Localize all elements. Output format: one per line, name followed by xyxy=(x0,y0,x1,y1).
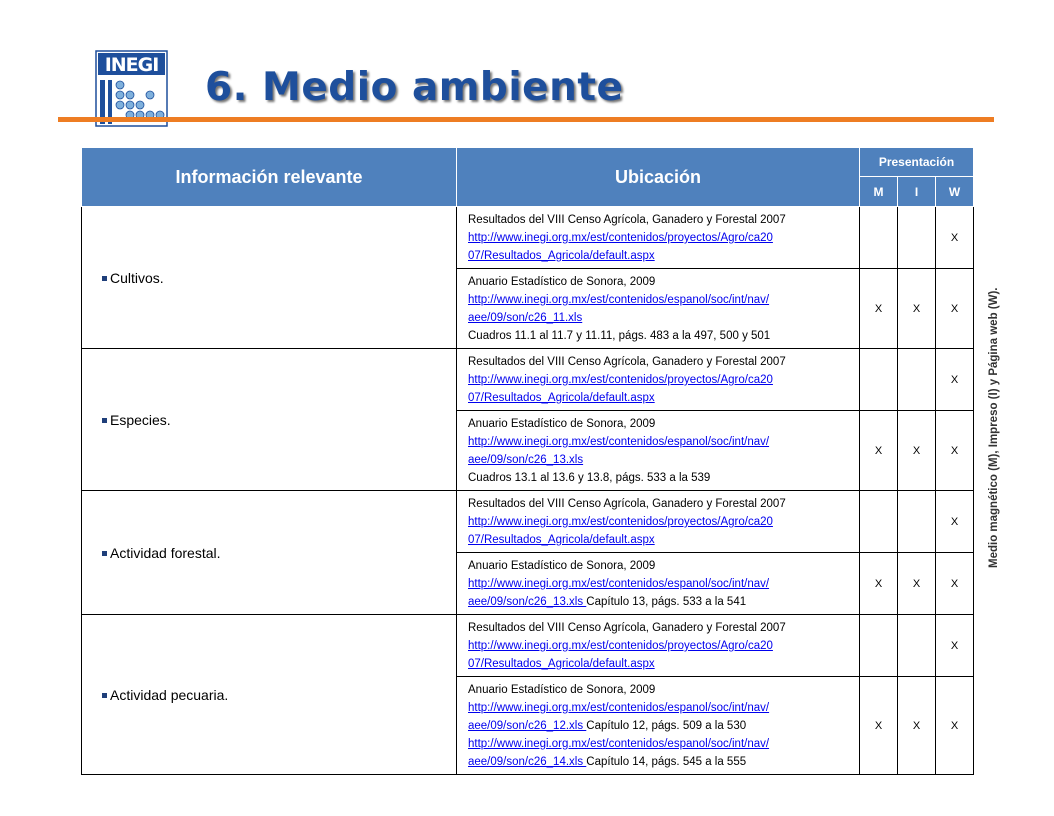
table-row xyxy=(82,207,974,269)
presentation-m-cell: X xyxy=(860,677,898,775)
source-link[interactable]: aee/09/son/c26_13.xls xyxy=(468,596,587,608)
presentation-w-cell: X xyxy=(936,615,974,677)
location-line: Anuario Estadístico de Sonora, 2009 xyxy=(468,560,656,572)
title-rule xyxy=(58,117,994,122)
presentation-m-cell xyxy=(860,491,898,553)
header-i: I xyxy=(898,177,936,207)
presentation-i-cell xyxy=(898,207,936,269)
location-line xyxy=(468,291,853,309)
location-line xyxy=(468,309,853,327)
header-m: M xyxy=(860,177,898,207)
header-w: W xyxy=(936,177,974,207)
location-line xyxy=(468,531,853,549)
location-line xyxy=(468,451,853,469)
source-link[interactable]: http://www.inegi.org.mx/est/contenidos/proyectos/Agro/ca20 xyxy=(468,374,773,386)
bullet-icon xyxy=(102,693,107,698)
source-link[interactable]: http://www.inegi.org.mx/est/contenidos/espanol/soc/int/nav/ xyxy=(468,702,770,714)
location-line xyxy=(468,699,853,717)
presentation-w-cell: X xyxy=(936,207,974,269)
presentation-w-cell: X xyxy=(936,677,974,775)
location-cell xyxy=(457,269,860,349)
location-line xyxy=(468,513,853,531)
info-table xyxy=(81,147,974,775)
bullet-icon xyxy=(102,276,107,281)
presentation-m-cell: X xyxy=(860,411,898,491)
header-info: Información relevante xyxy=(82,148,457,207)
location-line xyxy=(468,433,853,451)
location-cell xyxy=(457,491,860,553)
presentation-w-cell: X xyxy=(936,491,974,553)
presentation-w-cell: X xyxy=(936,411,974,491)
presentation-i-cell: X xyxy=(898,553,936,615)
table-row xyxy=(82,615,974,677)
source-reference: Capítulo 13, págs. 533 a la 541 xyxy=(586,596,747,608)
category-label: Cultivos. xyxy=(110,269,164,286)
category-label: Especies. xyxy=(110,411,171,428)
presentation-m-cell xyxy=(860,207,898,269)
location-line xyxy=(468,637,853,655)
presentation-w-cell: X xyxy=(936,269,974,349)
location-cell xyxy=(457,615,860,677)
location-line xyxy=(468,575,853,593)
location-line xyxy=(468,371,853,389)
source-reference: Capítulo 12, págs. 509 a la 530 xyxy=(586,720,747,732)
source-reference: Capítulo 14, págs. 545 a la 555 xyxy=(586,756,747,768)
presentation-m-cell xyxy=(860,349,898,411)
category-cell xyxy=(82,615,457,775)
location-line: Resultados del VIII Censo Agrícola, Ganadero y Forestal 2007 xyxy=(468,214,786,226)
location-line: Anuario Estadístico de Sonora, 2009 xyxy=(468,276,656,288)
presentation-i-cell xyxy=(898,349,936,411)
source-link[interactable]: 07/Resultados_Agricola/default.aspx xyxy=(468,534,655,546)
source-link[interactable]: 07/Resultados_Agricola/default.aspx xyxy=(468,250,655,262)
location-line xyxy=(468,655,853,673)
source-link[interactable]: aee/09/son/c26_13.xls xyxy=(468,454,584,466)
page-title: 6. Medio ambiente xyxy=(205,65,624,110)
category-label: Actividad forestal. xyxy=(110,544,221,561)
header-ubicacion: Ubicación xyxy=(457,148,860,207)
source-link[interactable]: http://www.inegi.org.mx/est/contenidos/espanol/soc/int/nav/ xyxy=(468,738,770,750)
location-line xyxy=(468,389,853,407)
source-link[interactable]: aee/09/son/c26_14.xls xyxy=(468,756,587,768)
location-line: Resultados del VIII Censo Agrícola, Ganadero y Forestal 2007 xyxy=(468,498,786,510)
location-line: Resultados del VIII Censo Agrícola, Ganadero y Forestal 2007 xyxy=(468,356,786,368)
presentation-m-cell xyxy=(860,615,898,677)
location-cell xyxy=(457,349,860,411)
location-cell xyxy=(457,207,860,269)
presentation-w-cell: X xyxy=(936,553,974,615)
category-cell xyxy=(82,349,457,491)
table-row xyxy=(82,349,974,411)
source-link[interactable]: http://www.inegi.org.mx/est/contenidos/proyectos/Agro/ca20 xyxy=(468,640,773,652)
location-cell xyxy=(457,411,860,491)
header-presentacion: Presentación xyxy=(860,148,974,177)
bullet-icon xyxy=(102,551,107,556)
source-link[interactable]: 07/Resultados_Agricola/default.aspx xyxy=(468,392,655,404)
source-link[interactable]: http://www.inegi.org.mx/est/contenidos/proyectos/Agro/ca20 xyxy=(468,232,773,244)
source-link[interactable]: aee/09/son/c26_11.xls xyxy=(468,312,583,324)
inegi-logo xyxy=(95,50,168,127)
source-link[interactable]: http://www.inegi.org.mx/est/contenidos/espanol/soc/int/nav/ xyxy=(468,294,770,306)
category-cell xyxy=(82,491,457,615)
svg-text:INEGI: INEGI xyxy=(104,54,159,76)
source-link[interactable]: http://www.inegi.org.mx/est/contenidos/espanol/soc/int/nav/ xyxy=(468,436,770,448)
presentation-legend: Medio magnético (M), Impreso (I) y Página web (W). xyxy=(988,287,1000,568)
location-line: Anuario Estadístico de Sonora, 2009 xyxy=(468,418,656,430)
presentation-i-cell xyxy=(898,491,936,553)
location-line xyxy=(468,753,853,771)
presentation-m-cell: X xyxy=(860,553,898,615)
presentation-i-cell: X xyxy=(898,269,936,349)
category-cell xyxy=(82,207,457,349)
table-row xyxy=(82,491,974,553)
presentation-w-cell: X xyxy=(936,349,974,411)
source-link[interactable]: 07/Resultados_Agricola/default.aspx xyxy=(468,658,655,670)
location-cell xyxy=(457,553,860,615)
location-line: Cuadros 13.1 al 13.6 y 13.8, págs. 533 a la 539 xyxy=(468,472,711,484)
location-line xyxy=(468,247,853,265)
presentation-i-cell: X xyxy=(898,677,936,775)
category-label: Actividad pecuaria. xyxy=(110,686,229,703)
location-line: Anuario Estadístico de Sonora, 2009 xyxy=(468,684,656,696)
source-link[interactable]: http://www.inegi.org.mx/est/contenidos/proyectos/Agro/ca20 xyxy=(468,516,773,528)
location-line: Cuadros 11.1 al 11.7 y 11.11, págs. 483 a la 497, 500 y 501 xyxy=(468,330,771,342)
location-line xyxy=(468,717,853,735)
source-link[interactable]: http://www.inegi.org.mx/est/contenidos/espanol/soc/int/nav/ xyxy=(468,578,770,590)
presentation-i-cell: X xyxy=(898,411,936,491)
location-line xyxy=(468,735,853,753)
location-line: Resultados del VIII Censo Agrícola, Ganadero y Forestal 2007 xyxy=(468,622,786,634)
source-link[interactable]: aee/09/son/c26_12.xls xyxy=(468,720,587,732)
location-line xyxy=(468,229,853,247)
presentation-i-cell xyxy=(898,615,936,677)
location-line xyxy=(468,593,853,611)
presentation-m-cell: X xyxy=(860,269,898,349)
bullet-icon xyxy=(102,418,107,423)
location-cell xyxy=(457,677,860,775)
